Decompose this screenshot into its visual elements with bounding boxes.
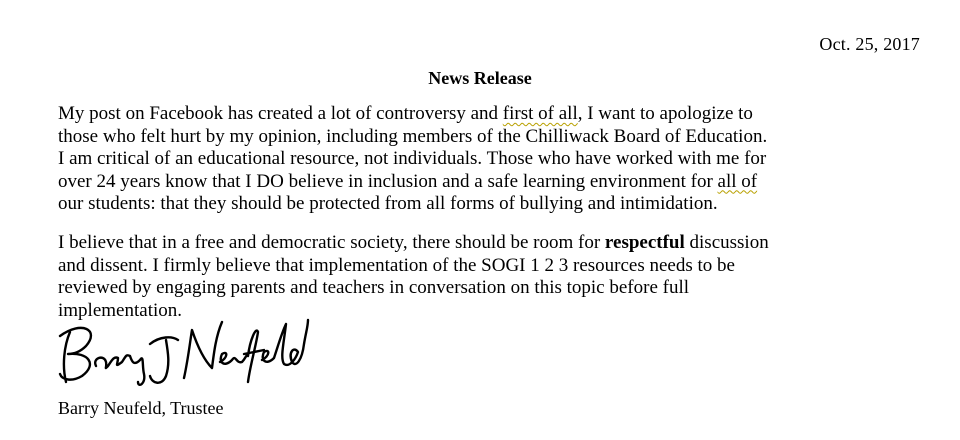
paragraph-1	[58, 103, 918, 216]
paragraph-1-line-5: our students: that they should be protected from all forms of bullying and intimidation.	[58, 193, 718, 214]
paragraph-1-line-1	[58, 103, 918, 126]
paragraph-2-line-1	[58, 232, 918, 255]
text-run: I believe that in a free and democratic society, there should be room for	[58, 232, 605, 253]
bold-word: respectful	[604, 232, 685, 253]
paragraph-1-line-2: those who felt hurt by my opinion, including members of the Chilliwack Board of Education.	[58, 125, 768, 147]
text-run: over 24 years know that I DO believe in inclusion and a safe learning environment for	[58, 170, 718, 192]
handwritten-signature	[52, 296, 312, 396]
text-run: discussion	[684, 232, 769, 253]
grammar-flagged-phrase: all of	[717, 170, 758, 192]
paragraph-1-line-3: I am critical of an educational resource, not individuals. Those who have worked with me for	[58, 148, 767, 169]
paragraph-2-line-4: implementation.	[58, 299, 183, 321]
signoff: Barry Neufeld, Trustee	[58, 398, 224, 418]
page-title: News Release	[428, 68, 532, 88]
text-run: , I want to apologize to	[577, 103, 753, 124]
paragraph-2-line-3: reviewed by engaging parents and teachers in conversation on this topic before full	[58, 277, 690, 298]
text-run: My post on Facebook has created a lot of controversy and	[58, 103, 503, 124]
release-date: Oct. 25, 2017	[819, 34, 920, 54]
grammar-flagged-phrase: first of all	[502, 103, 578, 124]
paragraph-1-line-4	[58, 171, 918, 194]
paragraph-2-line-2: and dissent. I firmly believe that implementation of the SOGI 1 2 3 resources needs to be	[58, 254, 735, 276]
